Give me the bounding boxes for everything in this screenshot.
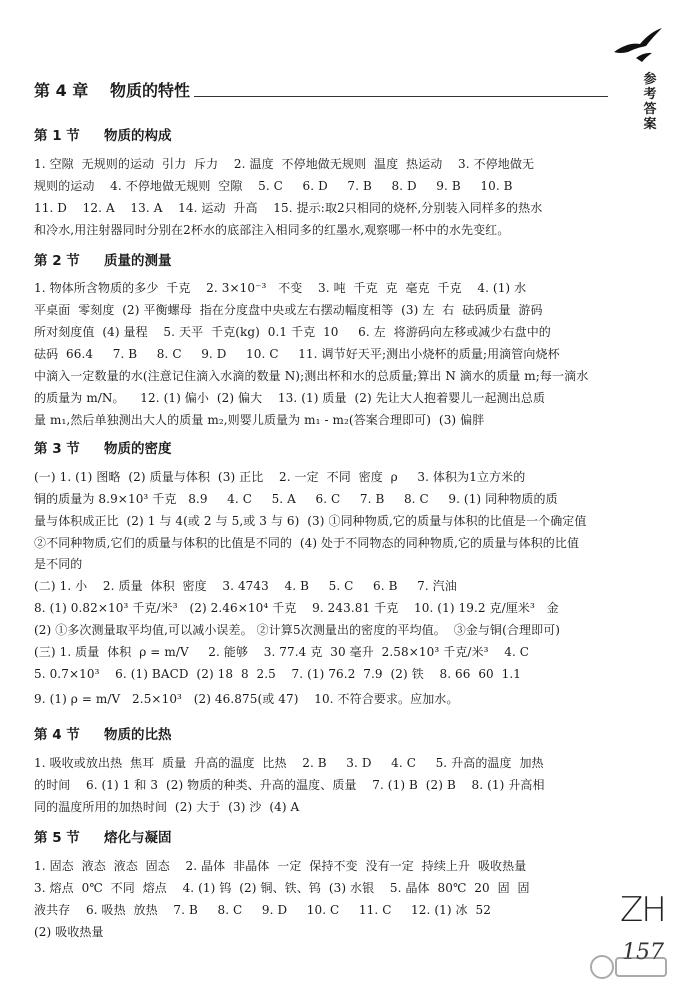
answer-line: 量与体积成正比 (2) 1 与 4(或 2 与 5,或 3 与 6) (3) ①同种物质,它的质量与体积的比值是一个确定值 <box>34 514 587 528</box>
answer-line: (一) 1. (1) 图略 (2) 质量与体积 (3) 正比 2. 一定 不同 密度 ρ 3. 体积为1立方米的 <box>34 470 526 484</box>
answer-line: 的时间 6. (1) 1 和 3 (2) 物质的种类、升高的温度、质量 7. (1) B (2) B 8. (1) 升高相 <box>34 778 545 792</box>
answer-line: 11. D 12. A 13. A 14. 运动 升高 15. 提示:取2只相同的烧杯,分别装入同样多的热水 <box>34 201 543 215</box>
answer-line: 8. (1) 0.82×10³ 千克/米³ (2) 2.46×10⁴ 千克 9. 243.81 千克 10. (1) 19.2 克/厘米³ 金 <box>34 601 559 615</box>
answer-line: 同的温度所用的加热时间 (2) 大于 (3) 沙 (4) A <box>34 800 300 814</box>
answer-line: 和冷水,用注射器同时分别在2杯水的底部注入相同多的红墨水,观察哪一杯中的水先变红。 <box>34 223 510 237</box>
answer-line: 规则的运动 4. 不停地做无规则 空隙 5. C 6. D 7. B 8. D 9. B 10. B <box>34 179 513 193</box>
chapter-title: 物质的特性 <box>110 81 191 100</box>
answer-line: 液共存 6. 吸热 放热 7. B 8. C 9. D 10. C 11. C 12. (1) 冰 52 <box>34 903 491 917</box>
corner-letters: ZH <box>620 890 665 930</box>
answer-line: 中滴入一定数量的水(注意记住滴入水滴的数量 N);测出杯和水的总质量;算出 N 滴水的质量 m;每一滴水 <box>34 369 589 383</box>
section-heading: 第 4 节 物质的比热 <box>34 727 172 743</box>
answer-line: 3. 熔点 0℃ 不同 熔点 4. (1) 钨 (2) 铜、铁、钨 (3) 水银 5. 晶体 80℃ 20 固 固 <box>34 881 530 895</box>
section-heading: 第 5 节 熔化与凝固 <box>34 830 172 846</box>
answer-line: (2) 吸收热量 <box>34 925 104 939</box>
answer-line: 所对刻度值 (4) 量程 5. 天平 千克(kg) 0.1 千克 10 6. 左 将游码向左移或减少右盘中的 <box>34 325 551 339</box>
answer-line: ②不同种物质,它们的质量与体积的比值是不同的 (4) 处于不同物态的同种物质,它的质量与体积的比值 <box>34 536 580 550</box>
answer-line: (二) 1. 小 2. 质量 体积 密度 3. 4743 4. B 5. C 6. B 7. 汽油 <box>34 579 457 593</box>
answer-line: 1. 物体所含物质的多少 千克 2. 3×10⁻³ 不变 3. 吨 千克 克 毫克 千克 4. (1) 水 <box>34 281 527 295</box>
watermark-stamp <box>588 952 670 982</box>
answer-line: (2) ①多次测量取平均值,可以减小误差。 ②计算5次测量出的密度的平均值。 ③金与铜(合理即可) <box>34 623 561 637</box>
answer-line: 的质量为 m/N。 12. (1) 偏小 (2) 偏大 13. (1) 质量 (2) 先让大人抱着婴儿一起测出总质 <box>34 391 546 405</box>
side-label-answers: 参 考 答 案 <box>643 72 657 132</box>
answer-line: 铜的质量为 8.9×10³ 千克 8.9 4. C 5. A 6. C 7. B 8. C 9. (1) 同种物质的质 <box>34 492 558 506</box>
answer-line: 是不同的 <box>34 557 83 571</box>
answer-line: (三) 1. 质量 体积 ρ = m/V 2. 能够 3. 77.4 克 30 毫升 2.58×10³ 千克/米³ 4. C <box>34 645 530 659</box>
section-heading: 第 2 节 质量的测量 <box>34 253 172 269</box>
answer-line: 1. 固态 液态 液态 固态 2. 晶体 非晶体 一定 保持不变 没有一定 持续上升 吸收热量 <box>34 859 527 873</box>
section-heading: 第 1 节 物质的构成 <box>34 128 172 144</box>
chapter-number: 第 4 章 <box>34 81 89 100</box>
answer-line: 1. 吸收或放出热 焦耳 质量 升高的温度 比热 2. B 3. D 4. C 5. 升高的温度 加热 <box>34 756 544 770</box>
chapter-heading <box>34 78 608 100</box>
chapter-rule <box>194 96 608 97</box>
answer-line: 平桌面 零刻度 (2) 平衡螺母 指在分度盘中央或左右摆动幅度相等 (3) 左 右 砝码质量 游码 <box>34 303 543 317</box>
birds-icon <box>606 22 666 67</box>
answer-line: 5. 0.7×10³ 6. (1) BACD (2) 18 8 2.5 7. (1) 76.2 7.9 (2) 铁 8. 66 60 1.1 <box>34 667 521 681</box>
answer-line: 量 m₁,然后单独测出大人的质量 m₂,则婴儿质量为 m₁ - m₂(答案合理即可) (3) 偏胖 <box>34 413 485 427</box>
answer-line: 1. 空隙 无规则的运动 引力 斥力 2. 温度 不停地做无规则 温度 热运动 3. 不停地做无 <box>34 157 535 171</box>
answer-line: 9. (1) ρ = m/V 2.5×10³ (2) 46.875(或 47) 10. 不符合要求。应加水。 <box>34 692 459 706</box>
answer-line: 砝码 66.4 7. B 8. C 9. D 10. C 11. 调节好天平;测出小烧杯的质量;用滴管向烧杯 <box>34 347 560 361</box>
page-number: 157 <box>622 940 664 965</box>
section-heading: 第 3 节 物质的密度 <box>34 441 172 457</box>
